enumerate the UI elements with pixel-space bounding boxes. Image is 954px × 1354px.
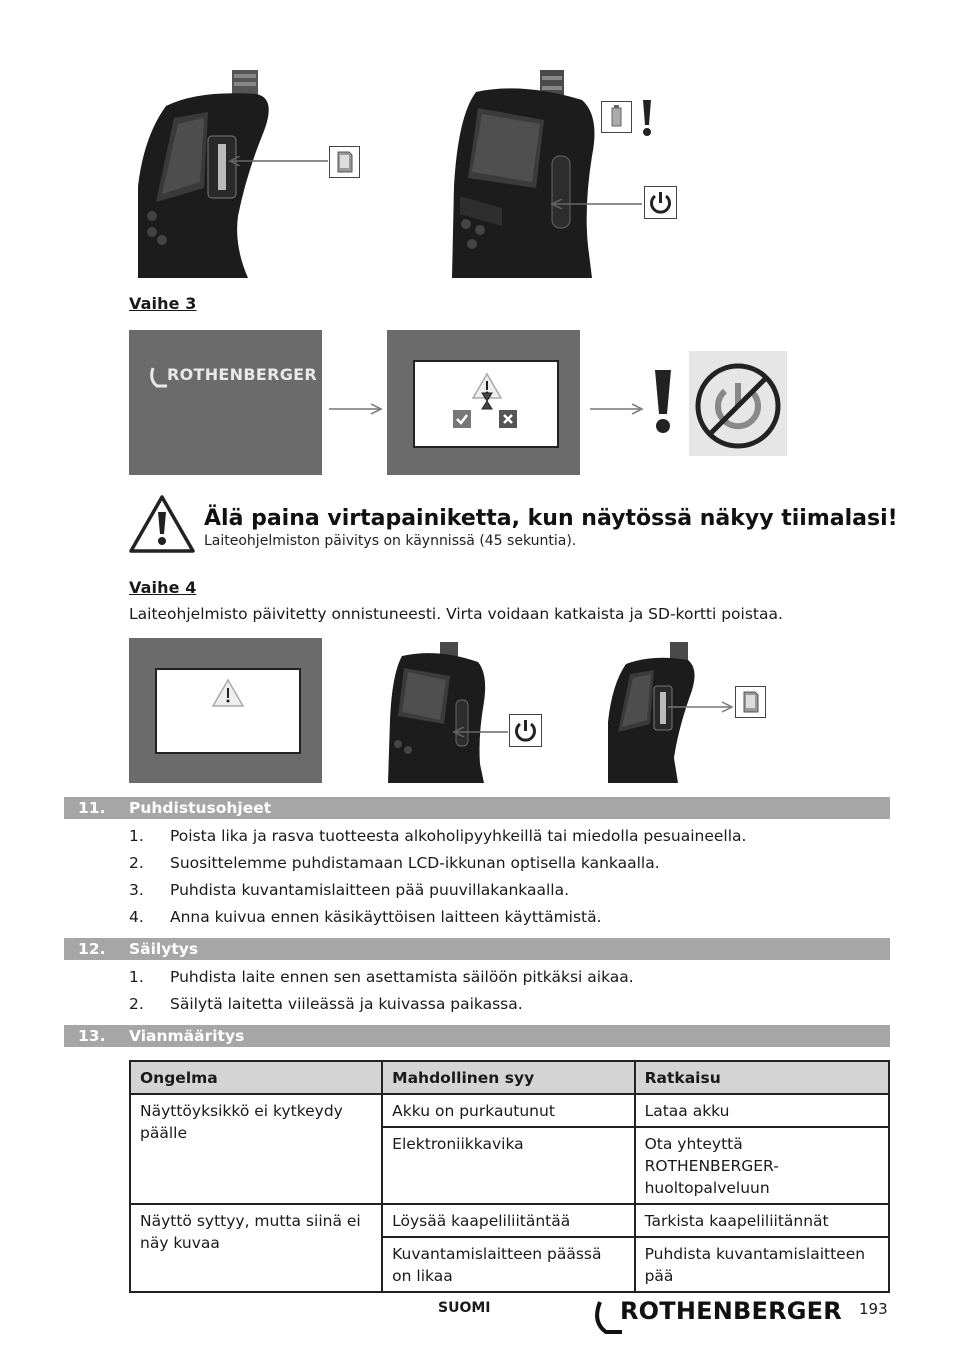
warning-subtitle: Laiteohjelmiston päivitys on käynnissä (45 sekuntia). [204,533,577,549]
exclamation-icon [640,98,654,138]
table-cell-solution: Puhdista kuvantamislaitteen pää [635,1237,889,1292]
section-title: Vianmääritys [129,1027,245,1045]
arrow-left-icon [452,731,510,734]
logo-swoosh-icon [149,366,169,388]
list-item [129,908,869,930]
list-number: 4. [129,908,144,926]
screen-update-dialog [387,330,580,475]
step3-title: Vaihe 3 [129,294,197,313]
page-number: 193 [859,1300,888,1318]
arrow-right-icon [668,698,734,710]
arrow-right-icon [329,400,383,412]
list-text: Anna kuivua ennen käsikäyttöisen laitteen käyttämistä. [170,908,602,926]
section-number: 13. [78,1027,106,1045]
device-image-power-on [452,66,642,278]
check-icon [453,410,471,428]
table-cell-cause: Akku on purkautunut [382,1094,634,1127]
list-number: 2. [129,995,144,1013]
list-number: 3. [129,881,144,899]
list-number: 1. [129,968,144,986]
table-cell-solution: Lataa akku [635,1094,889,1127]
list-number: 2. [129,854,144,872]
sd-card-icon [329,146,360,178]
table-header: Ongelma [130,1061,382,1094]
warning-triangle-icon [128,494,196,554]
power-icon [644,186,677,219]
section-title: Puhdistusohjeet [129,799,272,817]
footer-language: SUOMI [438,1300,491,1316]
section-heading-storage [64,938,890,960]
list-item [129,995,869,1017]
done-dialog [155,668,301,754]
table-cell-solution: Ota yhteyttä ROTHENBERGER-huoltopalveluun [635,1127,889,1204]
list-text: Säilytä laitetta viileässä ja kuivassa paikassa. [170,995,523,1013]
table-row [130,1094,889,1127]
section-heading-cleaning [64,797,890,819]
list-item [129,968,869,990]
close-icon [499,410,517,428]
list-text: Puhdista laite ennen sen asettamista säilöön pitkäksi aikaa. [170,968,634,986]
table-cell-solution: Tarkista kaapeliliitännät [635,1204,889,1237]
list-item [129,854,869,876]
list-item [129,881,869,903]
section-number: 11. [78,799,106,817]
arrow-left-icon [228,160,330,163]
warning-title: Älä paina virtapainiketta, kun näytössä näkyy tiimalasi! [204,506,898,531]
step4-text: Laiteohjelmisto päivitetty onnistuneesti. Virta voidaan katkaista ja SD-kortti poistaa. [129,605,783,623]
table-cell-problem: Näyttö syttyy, mutta siinä ei näy kuvaa [130,1204,382,1292]
table-cell-cause: Elektroniikkavika [382,1127,634,1204]
warning-triangle-icon [211,678,245,708]
update-dialog [413,360,559,448]
list-item [129,827,869,849]
hourglass-icon [481,392,493,410]
list-text: Poista lika ja rasva tuotteesta alkoholipyyhkeillä tai miedolla pesuaineella. [170,827,747,845]
table-cell-problem: Näyttöyksikkö ei kytkeydy päälle [130,1094,382,1204]
screen-boot-logo [129,330,322,475]
arrow-right-icon [590,400,644,412]
table-header-row [130,1061,889,1094]
section-number: 12. [78,940,106,958]
table-cell-cause: Löysää kaapeliliitäntää [382,1204,634,1237]
screen-update-done [129,638,322,783]
arrow-left-icon [550,203,644,206]
section-title: Säilytys [129,940,199,958]
table-cell-cause: Kuvantamislaitteen päässä on likaa [382,1237,634,1292]
table-row [130,1204,889,1237]
list-text: Suosittelemme puhdistamaan LCD-ikkunan optisella kankaalla. [170,854,660,872]
table-header: Ratkaisu [635,1061,889,1094]
footer-brand-logo: ROTHENBERGER [620,1297,842,1325]
battery-icon [601,101,632,133]
troubleshooting-table [129,1060,890,1293]
step4-title: Vaihe 4 [129,578,197,597]
power-icon [509,714,542,747]
exclamation-icon [652,368,674,436]
screen-logo-text: ROTHENBERGER [167,365,317,384]
list-number: 1. [129,827,144,845]
sd-card-icon [735,686,766,718]
list-text: Puhdista kuvantamislaitteen pää puuvillakankaalla. [170,881,570,899]
section-heading-troubleshooting [64,1025,890,1047]
device-image-power-off [388,640,498,783]
table-header: Mahdollinen syy [382,1061,634,1094]
no-power-icon [689,351,787,456]
